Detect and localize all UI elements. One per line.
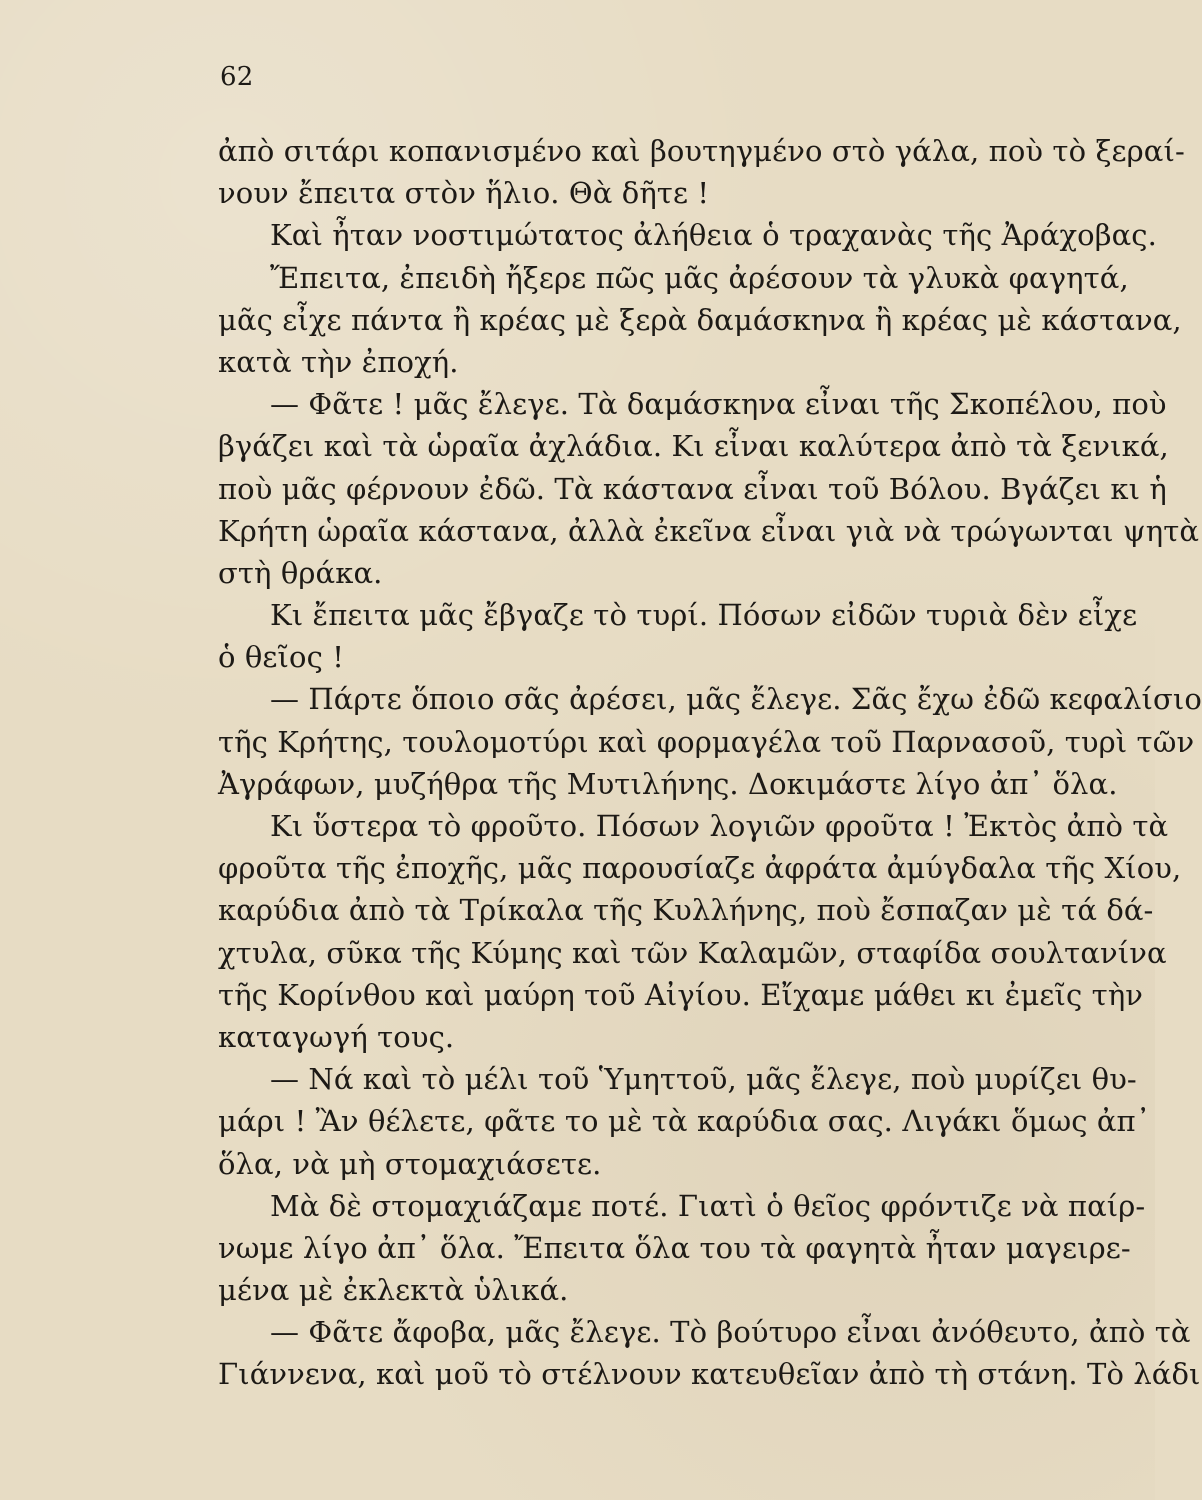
- text-line: Καὶ ἦταν νοστιμώτατος ἀλήθεια ὁ τραχανὰς τῆς Ἀράχοβας.: [270, 218, 1157, 253]
- text-line: Κι ὕστερα τὸ φροῦτο. Πόσων λογιῶν φροῦτα ! Ἐκτὸς ἀπὸ τὰ: [270, 809, 1169, 843]
- text-line: στὴ θράκα.: [218, 555, 383, 590]
- text-line: Μὰ δὲ στομαχιάζαμε ποτέ. Γιατὶ ὁ θεῖος φρόντιζε νὰ παίρ-: [270, 1188, 1146, 1223]
- text-line: ὁ θεῖος !: [218, 640, 345, 675]
- text-line: Κρήτη ὡραῖα κάστανα, ἀλλὰ ἐκεῖνα εἶναι γιὰ νὰ τρώγωνται ψητὰ: [218, 513, 1200, 548]
- text-line: — Πάρτε ὅποιο σᾶς ἀρέσει, μᾶς ἔλεγε. Σᾶς ἔχω ἐδῶ κεφαλίσιο: [270, 682, 1202, 717]
- text-line: τῆς Κορίνθου καὶ μαύρη τοῦ Αἰγίου. Εἴχαμε μάθει κι ἐμεῖς τὴν: [218, 977, 1144, 1012]
- text-line: φροῦτα τῆς ἐποχῆς, μᾶς παρουσίαζε ἀφράτα ἀμύγδαλα τῆς Χίου,: [218, 851, 1182, 886]
- text-line: νουν ἔπειτα στὸν ἥλιο. Θὰ δῆτε !: [218, 176, 710, 211]
- text-line: χτυλα, σῦκα τῆς Κύμης καὶ τῶν Καλαμῶν, σταφίδα σουλτανίνα: [218, 935, 1167, 970]
- text-line: κατὰ τὴν ἐποχή.: [218, 344, 459, 379]
- text-line: μένα μὲ ἐκλεκτὰ ὑλικά.: [218, 1273, 569, 1308]
- text-line: — Νά καὶ τὸ μέλι τοῦ Ὑμηττοῦ, μᾶς ἔλεγε, ποὺ μυρίζει θυ-: [270, 1062, 1137, 1097]
- text-line: τῆς Κρήτης, τουλομοτύρι καὶ φορμαγέλα τοῦ Παρνασοῦ, τυρὶ τῶν: [218, 724, 1195, 759]
- text-line: Ἀγράφων, μυζήθρα τῆς Μυτιλήνης. Δοκιμάστε λίγο ἀπ᾽ ὅλα.: [218, 766, 1118, 801]
- text-line: — Φᾶτε ! μᾶς ἔλεγε. Τὰ δαμάσκηνα εἶναι τῆς Σκοπέλου, ποὺ: [270, 387, 1167, 422]
- text-line: Κι ἔπειτα μᾶς ἔβγαζε τὸ τυρί. Πόσων εἰδῶν τυριὰ δὲν εἶχε: [270, 598, 1138, 633]
- text-line: Ἔπειτα, ἐπειδὴ ἤξερε πῶς μᾶς ἀρέσουν τὰ γλυκὰ φαγητά,: [270, 260, 1129, 295]
- text-line: ποὺ μᾶς φέρνουν ἐδῶ. Τὰ κάστανα εἶναι τοῦ Βόλου. Βγάζει κι ἡ: [218, 471, 1167, 506]
- text-line: καταγωγή τους.: [218, 1019, 455, 1054]
- text-line: Γιάννενα, καὶ μοῦ τὸ στέλνουν κατευθεῖαν ἀπὸ τὴ στάνη. Τὸ λάδι: [218, 1357, 1201, 1392]
- text-line: μᾶς εἶχε πάντα ἢ κρέας μὲ ξερὰ δαμάσκηνα ἢ κρέας μὲ κάστανα,: [218, 302, 1182, 337]
- text-line: νωμε λίγο ἀπ᾽ ὅλα. Ἔπειτα ὅλα του τὰ φαγητὰ ἦταν μαγειρε-: [218, 1230, 1131, 1265]
- text-line: ὅλα, νὰ μὴ στομαχιάσετε.: [218, 1146, 602, 1181]
- text-line: — Φᾶτε ἄφοβα, μᾶς ἔλεγε. Τὸ βούτυρο εἶναι ἀνόθευτο, ἀπὸ τὰ: [270, 1315, 1191, 1350]
- page-number: 62: [220, 62, 254, 92]
- text-line: βγάζει καὶ τὰ ὡραῖα ἀχλάδια. Κι εἶναι καλύτερα ἀπὸ τὰ ξενικά,: [218, 429, 1169, 464]
- text-line: ἀπὸ σιτάρι κοπανισμένο καὶ βουτηγμένο στὸ γάλα, ποὺ τὸ ξεραί-: [218, 134, 1185, 168]
- text-line: καρύδια ἀπὸ τὰ Τρίκαλα τῆς Κυλλήνης, ποὺ ἔσπαζαν μὲ τά δά-: [218, 893, 1154, 928]
- text-line: μάρι ! Ἂν θέλετε, φᾶτε το μὲ τὰ καρύδια σας. Λιγάκι ὅμως ἀπ᾽: [218, 1104, 1151, 1139]
- body-text: [218, 130, 1202, 1396]
